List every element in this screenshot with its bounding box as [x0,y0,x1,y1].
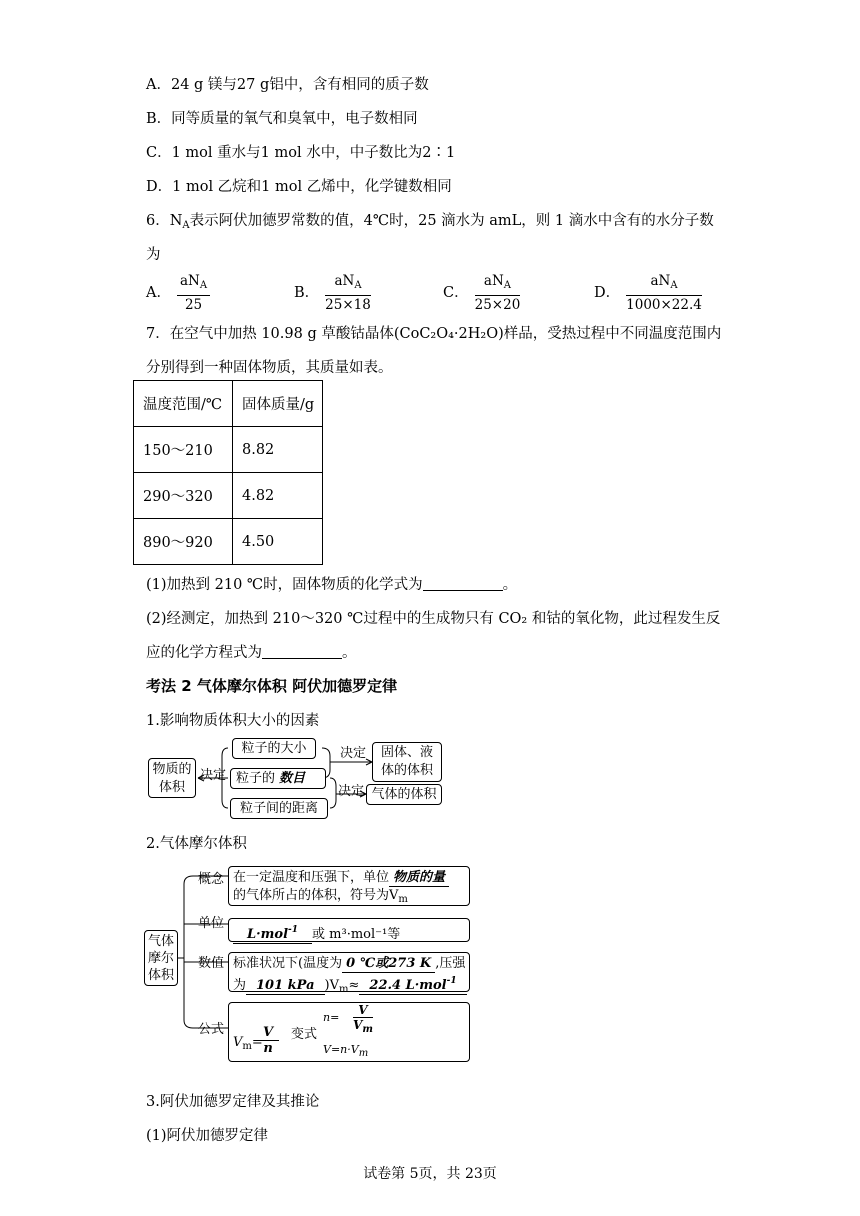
option-a: A．24 g 镁与27 g铝中，含有相同的质子数 [146,77,429,93]
q7-sub2-line1: (2)经测定，加热到 210～320 ℃过程中的生成物只有 CO₂ 和钴的氧化物，此过程发生反 [146,611,721,627]
option-d: D．1 mol 乙烷和1 mol 乙烯中，化学键数相同 [146,179,452,195]
q6-stem-part: 表示阿伏加德罗常数的值，4℃时，25 滴水为 amL，则 1 滴水中含有的水分子数 [189,213,714,229]
table-cell: 890～920 [134,519,233,565]
section-item-3: 3.阿伏加德罗定律及其推论 [146,1094,320,1110]
option-b: B．同等质量的氧气和臭氧中，电子数相同 [146,111,418,127]
box-particle-distance: 粒子间的距离 [230,798,328,819]
fill-answer: 物质的量 [389,869,449,887]
section-item-1: 1.影响物质体积大小的因素 [146,713,320,729]
box-solid-liquid-volume: 固体、液 体的体积 [372,742,442,782]
q7-sub1: (1)加热到 210 ℃时，固体物质的化学式为 。 [146,577,518,593]
table-header: 固体质量/g [233,381,323,427]
q6-option-label: D． [594,285,621,301]
box-gas-volume: 气体的体积 [366,784,442,805]
table-cell: 290～320 [134,473,233,519]
label-unit: 单位 [198,916,225,931]
table-cell: 4.50 [233,519,323,565]
box-particle-number: 粒子的 数目 [230,768,326,789]
page-footer: 试卷第 5页，共 23页 [363,1166,497,1182]
table-header: 温度范围/℃ [134,381,233,427]
fraction: $\frac{aN_A}{25\times 18}$ [325,273,371,313]
box-particle-size: 粒子的大小 [232,738,316,759]
label-formula: 公式 [198,1022,225,1037]
q6-stem-sub: A [182,220,190,231]
q7-stem-line1: 7．在空气中加热 10.98 g 草酸钴晶体(CoC₂O₄·2H₂O)样品，受热过程中不同温度范围内 [146,326,722,342]
q6-option-label: B． [294,285,320,301]
fill-answer: 0 ℃或273 K [342,955,435,973]
fill-answer: 101 kPa [246,977,325,995]
fill-answer: 22.4 L·mol$^{-1}$ [359,973,466,995]
fraction: $\frac{aN_A}{1000\times 22.4}$ [626,273,702,313]
box-unit: L·mol$^{-1}$ 或 m³·mol⁻¹等 [228,918,470,942]
q6-option-label: A． [146,285,171,301]
table-cell: 8.82 [233,427,323,473]
decide-label: 决定 [200,768,227,783]
label-value: 数值 [198,956,225,971]
section-item-3-1: (1)阿伏加德罗定律 [146,1128,269,1144]
box-concept: 在一定温度和压强下，单位 物质的量 的气体所占的体积，符号为$V_m$ [228,866,470,906]
q6-option-label: C． [443,285,469,301]
formula-v: V=n·Vm [323,1043,369,1059]
q7-stem-line2: 分别得到一种固体物质，其质量如表。 [146,360,393,376]
box-value: 标准状况下(温度为 0 ℃或273 K ,压强 为 101 kPa )$V_m\approx 22.4$ L·mol$^{-1}$ [228,952,470,992]
fill-answer: L·mol$^{-1}$ [233,922,312,944]
q6-stem-line2: 为 [146,247,161,263]
formula-variant-label: 变式 [291,1027,318,1042]
formula-n-fraction: V $V_m$ [353,1003,373,1035]
decide-label: 决定 [338,784,365,799]
diagram2-left-box: 气体 摩尔 体积 [144,930,178,986]
option-c: C．1 mol 重水与1 mol 水中，中子数比为2∶1 [146,145,456,161]
q7-sub2-line2: 应的化学方程式为 。 [146,645,357,661]
q6-stem-part: 6．N [146,213,183,229]
section-title: 考法 2 气体摩尔体积 阿伏加德罗定律 [146,677,398,695]
formula-vm: $V_m=$ [233,1035,263,1052]
formula-n: n= [323,1011,340,1024]
decide-label: 决定 [340,746,367,761]
table-cell: 150～210 [134,427,233,473]
fraction: $\frac{aN_A}{25}$ [177,272,210,314]
fraction: $\frac{aN_A}{25\times 20}$ [474,273,521,313]
diagram1-left-box: 物质的 体积 [148,758,196,798]
formula-fraction: V n [257,1025,279,1056]
box-formula [228,1002,470,1062]
table-cell: 4.82 [233,473,323,519]
label-concept: 概念 [198,872,225,887]
fill-answer: 数目 [275,769,309,789]
section-item-2: 2.气体摩尔体积 [146,836,247,852]
